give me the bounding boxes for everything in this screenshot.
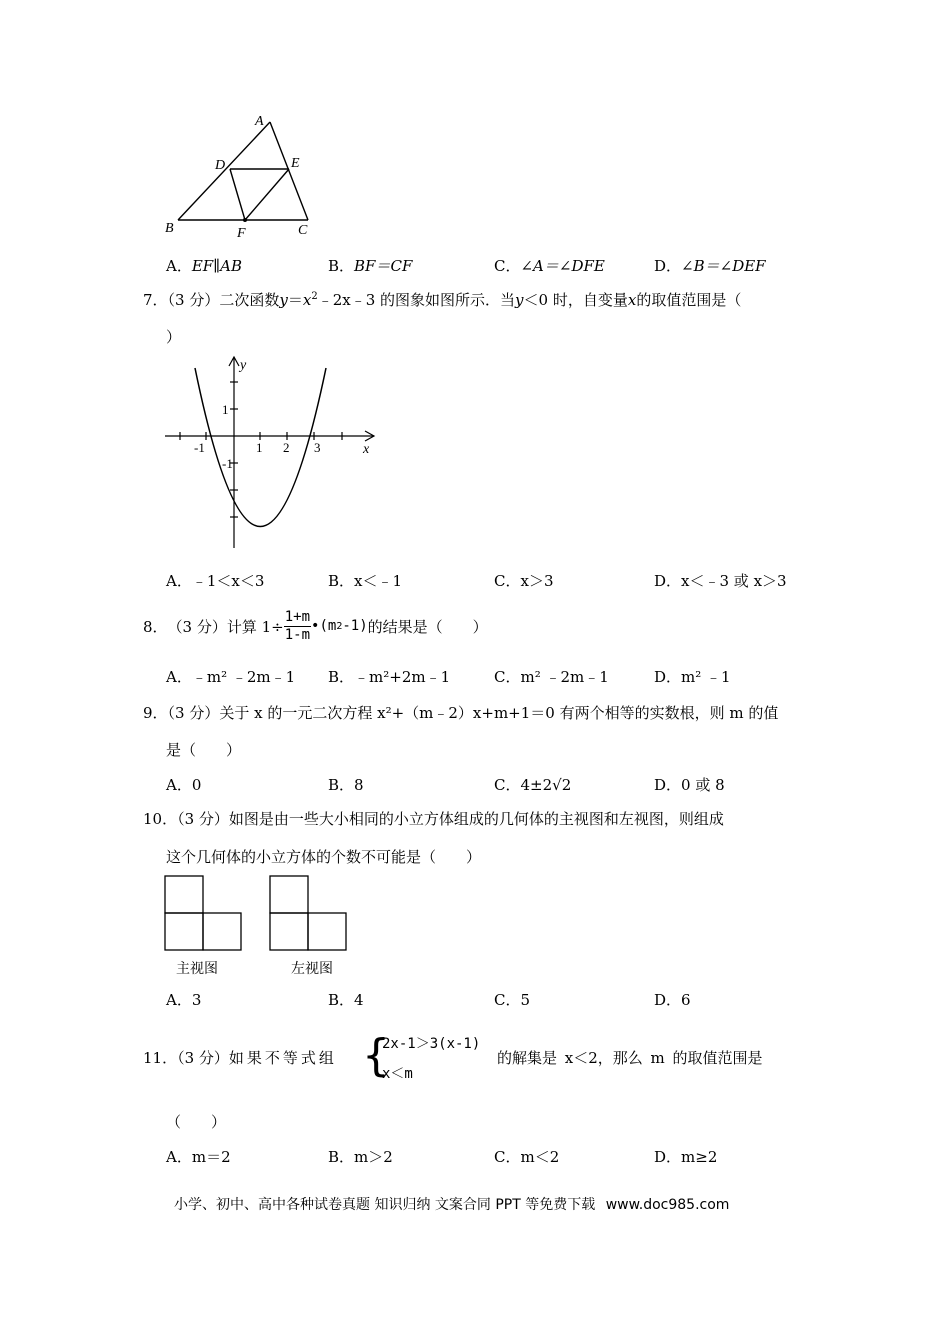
label-e: E: [291, 156, 300, 171]
footer-text: 小学、初中、高中各种试卷真题 知识归纳 文案合同 PPT 等免费下载: [174, 1197, 596, 1213]
label-f: F: [237, 226, 246, 241]
q9-stem-line2: 是（ ）: [166, 741, 242, 759]
q10-stem-line2: 这个几何体的小立方体的个数不可能是（ ）: [166, 848, 482, 866]
point-f: [243, 218, 247, 222]
q9-stem: 9．（3 分）关于 x 的一元二次方程 x²+（m﹣2）x+m+1＝0 有两个相等的实数根，则 m 的值: [143, 704, 779, 722]
q6-option-d: D．∠B＝∠DEF: [654, 257, 766, 275]
label-a: A: [255, 114, 264, 129]
q11-brace: {: [362, 1030, 390, 1081]
q9-option-b: B．8: [328, 776, 364, 794]
triangle-figure: [160, 108, 320, 243]
q11-option-c: C．m＜2: [494, 1148, 560, 1166]
q7-option-c: C．x＞3: [494, 572, 554, 590]
footer-url[interactable]: www.doc985.com: [605, 1197, 730, 1213]
q10-option-a: A．3: [166, 991, 202, 1009]
q7-stem-close: ）: [166, 328, 182, 346]
q11-stem-suffix: 的解集是 x＜2，那么 m 的取值范围是: [497, 1049, 763, 1067]
tick-x-2: 2: [283, 440, 290, 455]
q9-option-c: C．4±2√2: [494, 776, 572, 794]
q10-option-b: B．4: [328, 991, 364, 1009]
q8-stem: 8． （3 分） 计算 1÷ $\frac{1+m}{1-m}$ •(m 2 -1) 的结果是（ ）: [143, 608, 488, 643]
q9-option-a: A．0: [166, 776, 202, 794]
q11-option-b: B．m＞2: [328, 1148, 393, 1166]
q8-fraction: $\frac{1+m}{1-m}$: [284, 608, 311, 643]
q8-option-b: B．﹣m²+2m﹣1: [328, 668, 451, 686]
q8-option-a: A．﹣m² ﹣2m﹣1: [166, 668, 296, 686]
footer: [174, 1194, 729, 1214]
q6-option-a: A．EF∥AB: [166, 257, 242, 275]
front-view-figure: [164, 875, 244, 953]
q10-option-d: D．6: [654, 991, 691, 1009]
q7-option-d: D．x＜﹣3 或 x＞3: [654, 572, 787, 590]
q10-option-c: C．5: [494, 991, 531, 1009]
q9-option-d: D．0 或 8: [654, 776, 725, 794]
tick-x-1: 1: [256, 440, 263, 455]
q11-paren: （ ）: [166, 1113, 227, 1131]
q7-stem: 7．（3 分）二次函数$y=x^2﹣2x﹣3$ 的图象如图所示．当y＜0 时，自变量x的取值范围是（: [143, 291, 742, 309]
front-view-caption: 主视图: [176, 961, 218, 977]
q11-stem-prefix: 11．（3 分）如果不等式组: [143, 1049, 337, 1067]
parabola-graph: [160, 352, 385, 552]
q6-option-c: C．∠A＝∠DFE: [494, 257, 605, 275]
left-view-caption: 左视图: [291, 961, 333, 977]
tick-x-3: 3: [314, 440, 321, 455]
tick-y-neg1: -1: [222, 456, 233, 471]
q8-option-c: C．m² ﹣2m﹣1: [494, 668, 609, 686]
left-view-figure: [269, 875, 349, 953]
q11-inequality-2: x＜m: [382, 1066, 413, 1082]
tick-x-neg1: -1: [194, 440, 205, 455]
q11-option-d: D．m≥2: [654, 1148, 718, 1166]
q10-stem: 10．（3 分）如图是由一些大小相同的小立方体组成的几何体的主视图和左视图，则组成: [143, 810, 724, 828]
label-d: D: [215, 158, 226, 173]
axis-y-label: y: [240, 358, 247, 373]
q8-option-d: D．m² ﹣1: [654, 668, 731, 686]
axis-x-label: x: [363, 442, 370, 457]
q11-inequality-1: 2x-1＞3(x-1): [382, 1036, 481, 1052]
q7-option-b: B．x＜﹣1: [328, 572, 403, 590]
label-b: B: [165, 221, 174, 236]
q11-option-a: A．m＝2: [166, 1148, 231, 1166]
q7-option-a: A．﹣1＜x＜3: [166, 572, 265, 590]
q6-option-b: B．BF＝CF: [328, 257, 413, 275]
tick-y-1: 1: [222, 402, 229, 417]
label-c: C: [298, 223, 308, 238]
